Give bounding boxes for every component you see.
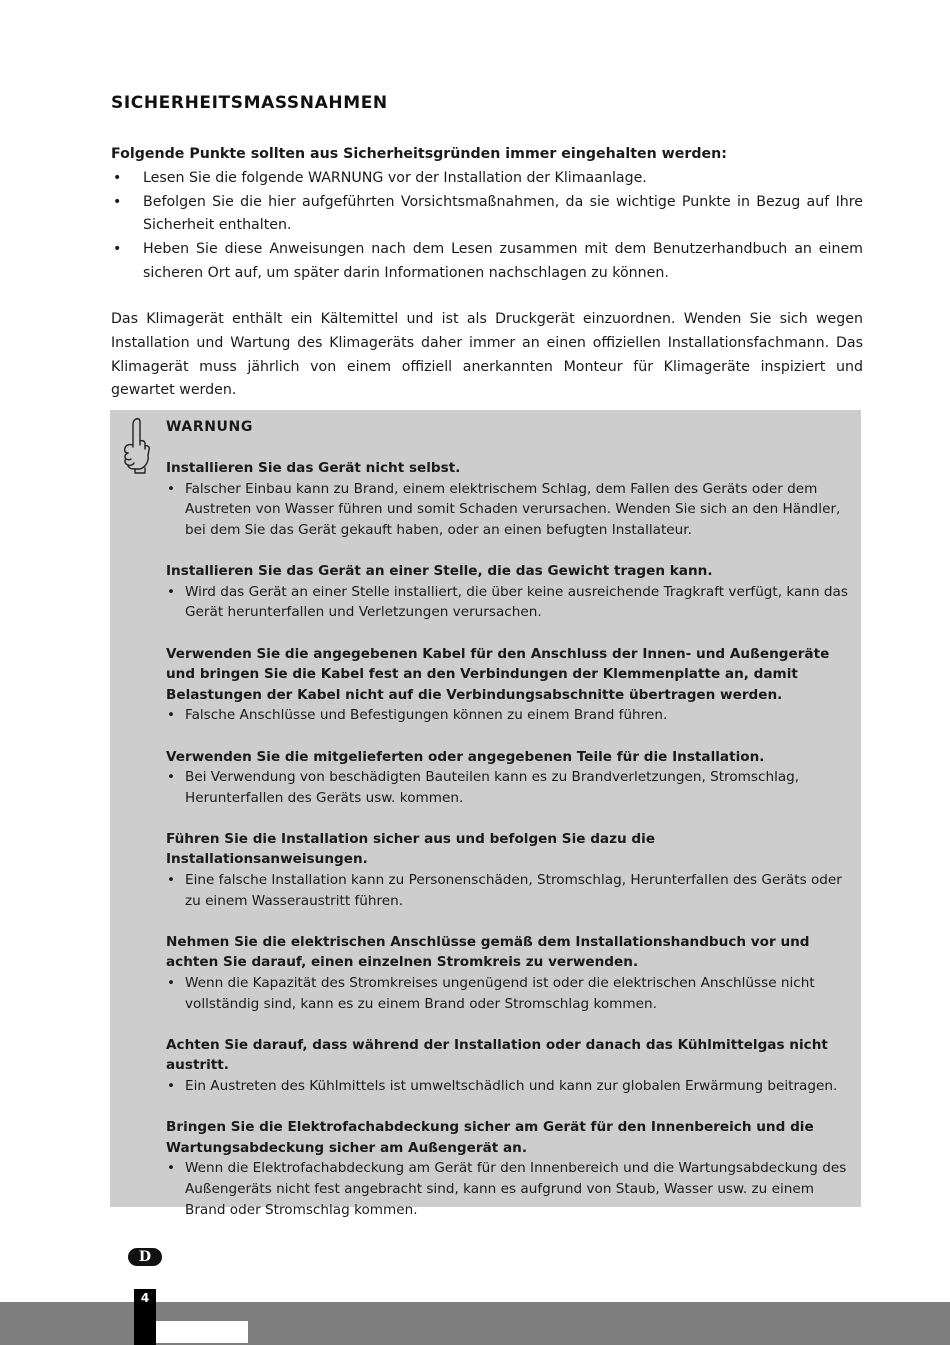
warning-section-bullet: • Eine falsche Installation kann zu Personenschäden, Stromschlag, Herunterfallen des Geräts oder zu einem Wasseraustritt führen. <box>166 870 854 911</box>
warning-section-bullet: • Wenn die Kapazität des Stromkreises ungenügend ist oder die elektrischen Anschlüsse nicht vollständig sind, kann es zu einem Brand oder Stromschlag kommen. <box>166 973 854 1014</box>
warning-section-heading: Verwenden Sie die mitgelieferten oder angegebenen Teile für die Installation. <box>166 748 765 765</box>
warning-title: WARNUNG <box>166 419 253 435</box>
warning-section <box>166 1117 854 1220</box>
warning-section <box>166 458 854 540</box>
intro-block <box>111 143 863 286</box>
warning-section-heading: Installieren Sie das Gerät nicht selbst. <box>166 460 461 477</box>
warning-section <box>166 1035 854 1097</box>
warning-content <box>166 417 854 1241</box>
warning-section <box>166 561 854 623</box>
warning-section <box>166 829 854 911</box>
warning-section-heading: Führen Sie die Installation sicher aus und befolgen Sie dazu die Installationsanweisungen. <box>166 830 656 868</box>
warning-section-bullet: • Falscher Einbau kann zu Brand, einem elektrischem Schlag, dem Fallen des Geräts oder dem Austreten von Wasser führen und somit Schaden verursachen. Wenden Sie sich an den Händler, bei dem Sie das Gerät gekauft haben, oder an einen befugten Installateur. <box>166 479 854 541</box>
warning-section-bullet: • Wird das Gerät an einer Stelle installiert, die über keine ausreichende Tragkraft verfügt, kann das Gerät herunterfallen und Verletzungen verursachen. <box>166 582 854 623</box>
warning-section <box>166 932 854 1014</box>
refrigerant-paragraph: Das Klimagerät enthält ein Kältemittel und ist als Druckgerät einzuordnen. Wenden Sie sich wegen Installation und Wartung des Klimageräts daher immer an einen offiziellen Installationsfachmann. Das Klimagerät muss jährlich von einem offiziell anerkannten Monteur für Klimageräte inspiziert und gewartet werden. <box>111 311 863 399</box>
language-badge: D <box>128 1248 162 1266</box>
intro-bullet: • Befolgen Sie die hier aufgeführten Vorsichtsmaßnahmen, da sie wichtige Punkte in Bezug auf Ihre Sicherheit enthalten. <box>111 191 863 239</box>
warning-section-bullet: • Bei Verwendung von beschädigten Bauteilen kann es zu Brandverletzungen, Stromschlag, Herunterfallen des Geräts usw. kommen. <box>166 767 854 808</box>
warning-section <box>166 747 854 809</box>
warning-section-heading: Nehmen Sie die elektrischen Anschlüsse gemäß dem Installationshandbuch vor und achten Sie darauf, einen einzelnen Stromkreis zu verwenden. <box>166 933 810 971</box>
warning-section-heading: Installieren Sie das Gerät an einer Stelle, die das Gewicht tragen kann. <box>166 563 713 580</box>
pointing-hand-icon <box>116 415 154 475</box>
page-number: 4 <box>140 1291 150 1305</box>
warning-section-heading: Bringen Sie die Elektrofachabdeckung sicher am Gerät für den Innenbereich und die Wartungsabdeckung sicher am Außengerät an. <box>166 1119 814 1156</box>
warning-section-heading: Achten Sie darauf, dass während der Installation oder danach das Kühlmittelgas nicht austritt. <box>166 1036 828 1074</box>
intro-bullet-list <box>111 167 863 286</box>
page-title: SICHERHEITSMASSNAHMEN <box>111 93 388 113</box>
footer-label-box <box>156 1321 248 1343</box>
intro-bullet: • Lesen Sie die folgende WARNUNG vor der Installation der Klimaanlage. <box>111 167 863 191</box>
warning-section-bullet: • Wenn die Elektrofachabdeckung am Gerät für den Innenbereich und die Wartungsabdeckung des Außengeräts nicht fest angebracht sind, kann es aufgrund von Staub, Wasser usw. zu einem Brand oder Stromschlag kommen. <box>166 1158 854 1220</box>
intro-bullet: • Heben Sie diese Anweisungen nach dem Lesen zusammen mit dem Benutzerhandbuch an einem sicheren Ort auf, um später darin Informationen nachschlagen zu können. <box>111 238 863 286</box>
warning-section-bullet: • Falsche Anschlüsse und Befestigungen können zu einem Brand führen. <box>166 705 854 726</box>
warning-section-heading: Verwenden Sie die angegebenen Kabel für den Anschluss der Innen- und Außengeräte und bringen Sie die Kabel fest an den Verbindungen der Klemmenplatte an, damit Belastungen der Kabel nicht auf die Verbindungsabschnitte übertragen werden. <box>166 645 830 703</box>
intro-heading: Folgende Punkte sollten aus Sicherheitsgründen immer eingehalten werden: <box>111 146 727 162</box>
warning-box <box>110 410 861 1218</box>
warning-section-bullet: • Ein Austreten des Kühlmittels ist umweltschädlich und kann zur globalen Erwärmung beitragen. <box>166 1076 854 1097</box>
warning-section <box>166 644 854 726</box>
